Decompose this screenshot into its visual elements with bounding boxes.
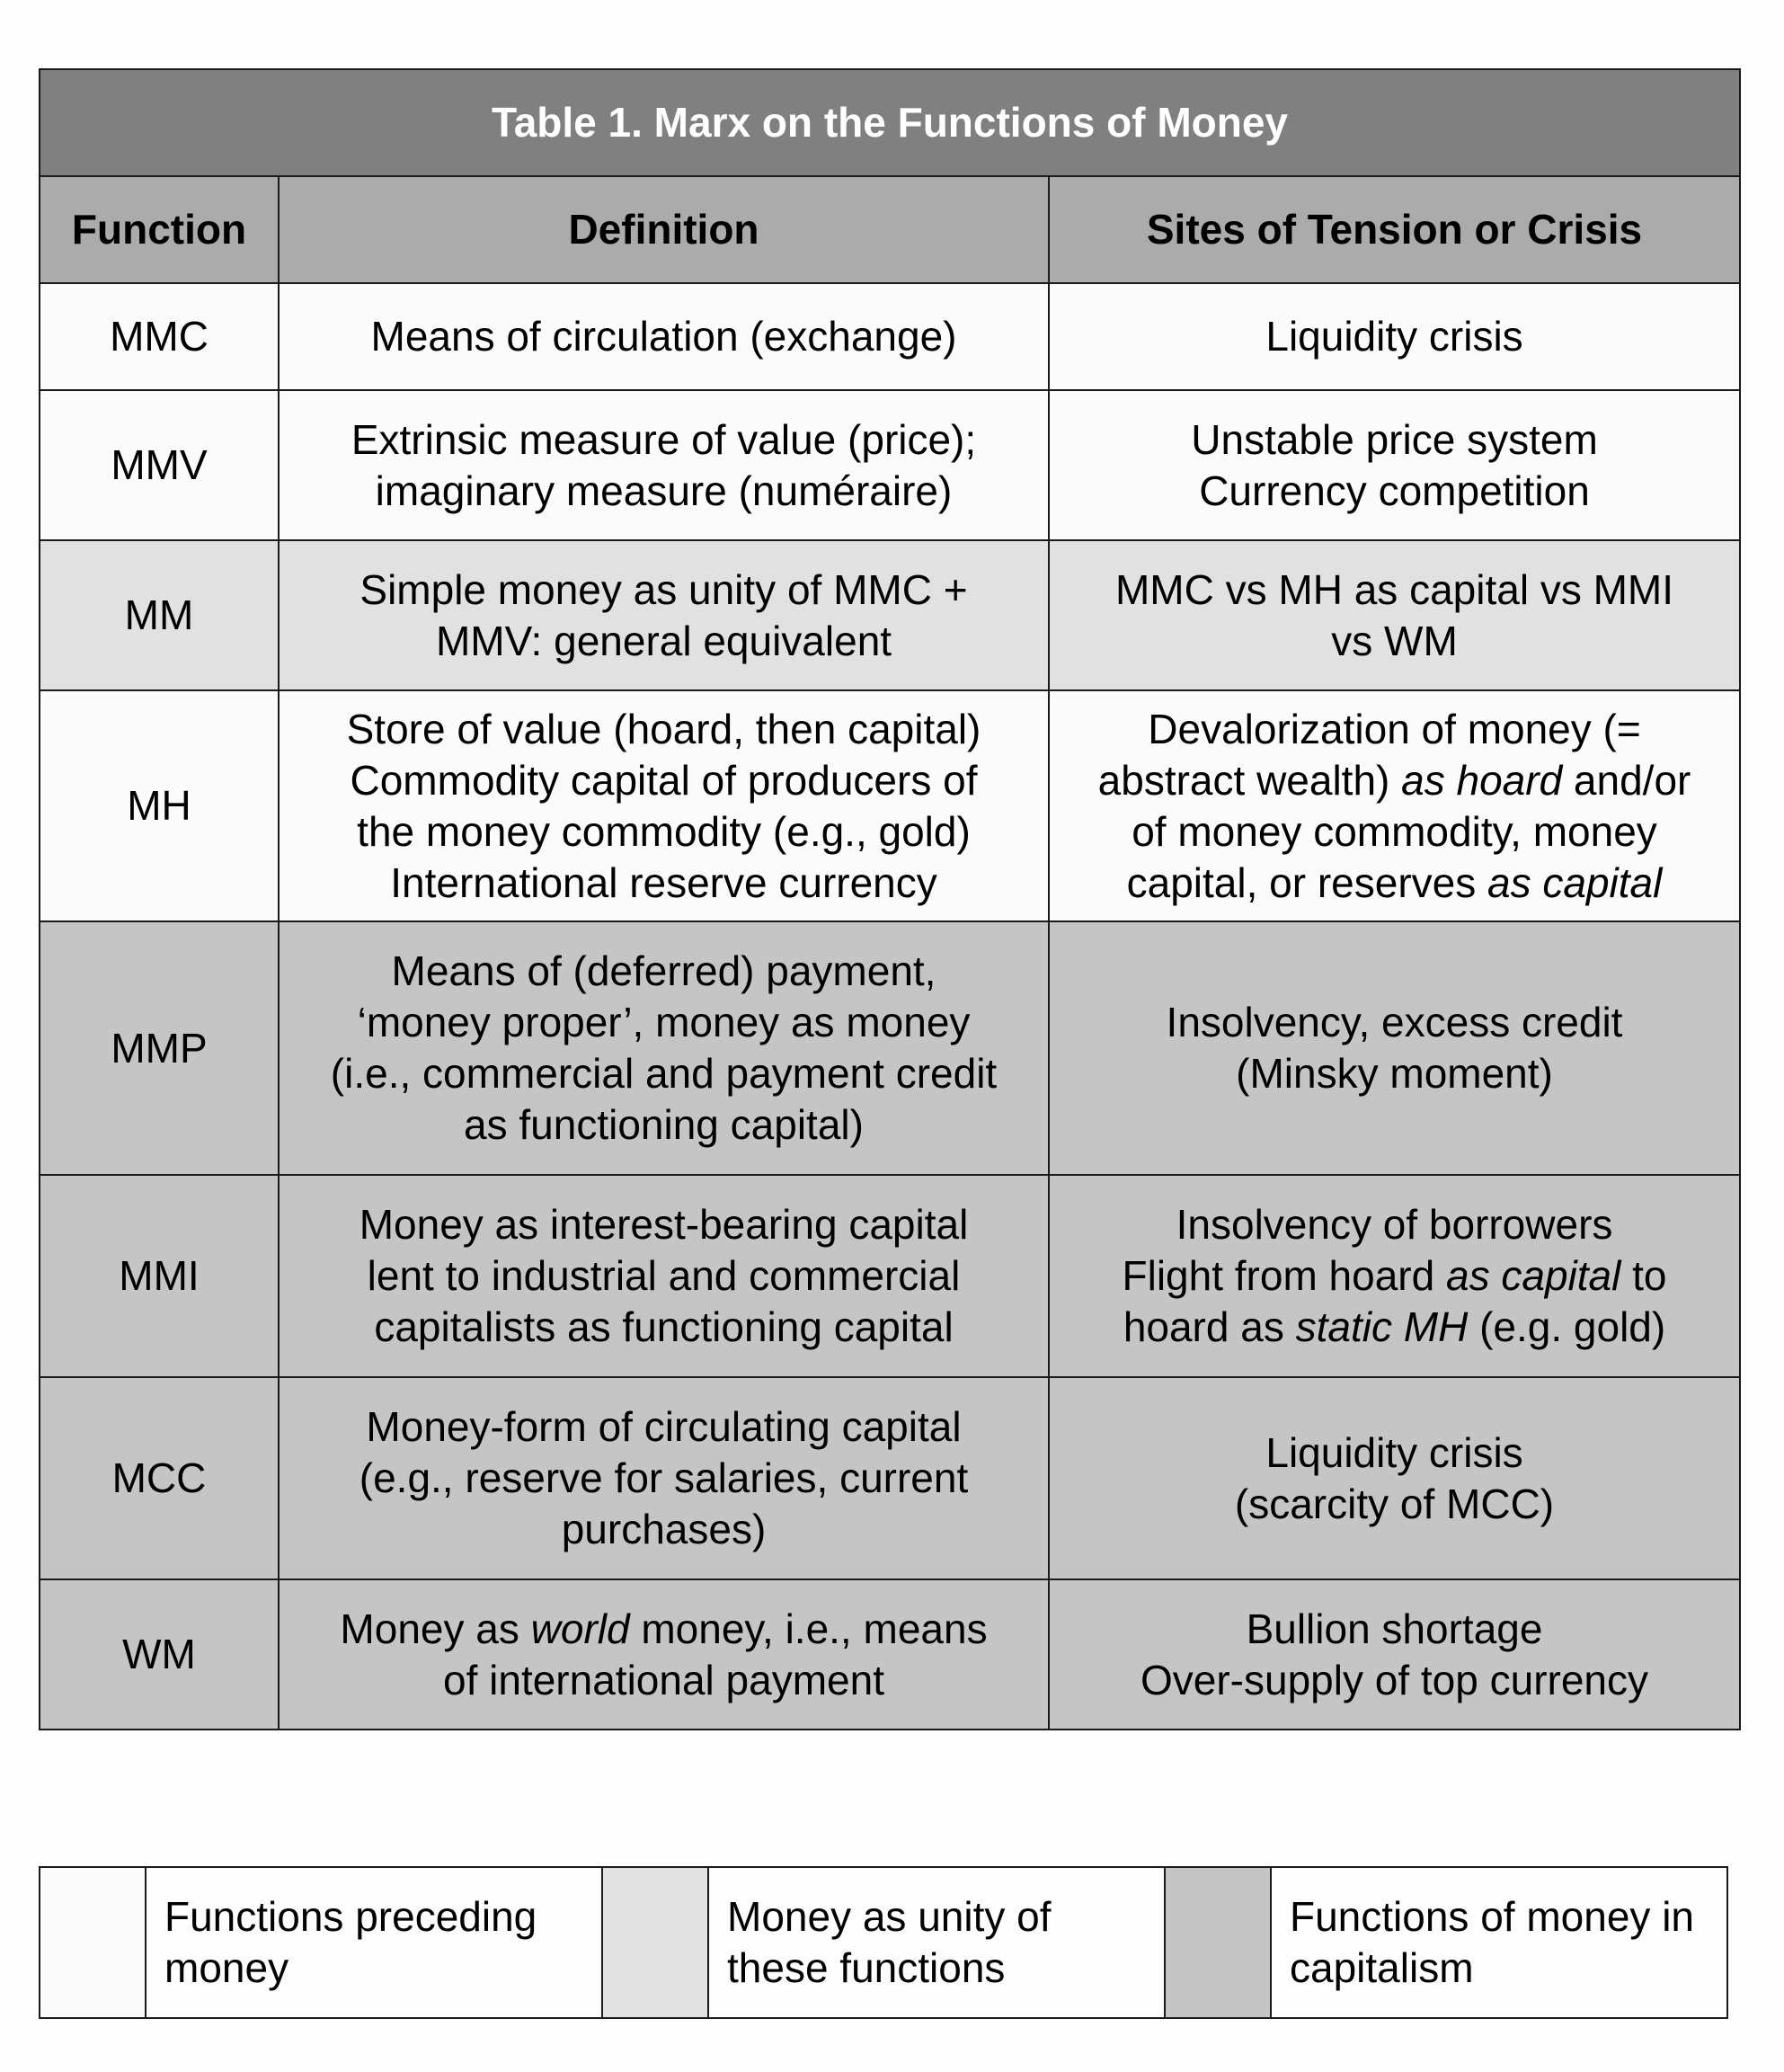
cell-line: (Minsky moment) <box>1236 1050 1553 1097</box>
definition-cell <box>279 690 1049 921</box>
function-cell: MMC <box>40 283 279 390</box>
cell-line: Insolvency, excess credit <box>1166 999 1623 1045</box>
cell-line: Money-form of circulating capital <box>366 1403 962 1450</box>
cell-line: Over-supply of top currency <box>1141 1656 1649 1703</box>
cell-line: (i.e., commercial and payment credit <box>330 1050 998 1097</box>
header-definition: Definition <box>279 176 1049 283</box>
table-header-row <box>40 176 1740 283</box>
table-title: Table 1. Marx on the Functions of Money <box>40 69 1740 176</box>
legend <box>39 1866 1728 2019</box>
cell-line: the money commodity (e.g., gold) <box>357 807 971 855</box>
sites-cell <box>1049 1175 1740 1377</box>
cell-line: Commodity capital of producers of <box>350 756 978 804</box>
table-row <box>40 390 1740 540</box>
function-cell: MM <box>40 540 279 690</box>
sites-cell <box>1049 390 1740 540</box>
cell-line: Devalorization of money (= <box>1148 705 1641 752</box>
cell-line: of money commodity, money <box>1132 807 1657 855</box>
cell-line: lent to industrial and commercial <box>367 1252 961 1299</box>
cell-line: MMV: general equivalent <box>435 617 892 664</box>
sites-cell <box>1049 921 1740 1175</box>
cell-line: capital, or reserves as capital <box>1126 858 1663 906</box>
cell-line: (scarcity of MCC) <box>1234 1480 1555 1527</box>
definition-cell <box>279 921 1049 1175</box>
cell-line: purchases) <box>561 1506 767 1552</box>
cell-line: ‘money proper’, money as money <box>357 999 971 1045</box>
definition-cell <box>279 1175 1049 1377</box>
cell-line: Insolvency of borrowers <box>1176 1201 1613 1248</box>
function-cell: MH <box>40 690 279 921</box>
cell-line: Money as world money, i.e., means <box>340 1605 988 1652</box>
sites-cell <box>1049 540 1740 690</box>
cell-line: MMC vs MH as capital vs MMI <box>1114 565 1674 613</box>
functions-of-money-table <box>39 68 1741 1730</box>
legend-label: Money as unity of these functions <box>708 1867 1165 2018</box>
cell-line: Liquidity crisis <box>1265 313 1523 360</box>
cell-line: Store of value (hoard, then capital) <box>346 705 981 752</box>
definition-cell <box>279 540 1049 690</box>
table-row <box>40 1579 1740 1730</box>
cell-line: International reserve currency <box>390 858 937 906</box>
table-row <box>40 690 1740 921</box>
legend-swatch <box>40 1867 146 2018</box>
cell-line: abstract wealth) as hoard and/or <box>1097 756 1691 804</box>
table-row <box>40 1175 1740 1377</box>
legend-swatch <box>602 1867 708 2018</box>
legend-label: Functions preceding money <box>146 1867 602 2018</box>
function-cell: MMP <box>40 921 279 1175</box>
cell-line: Bullion shortage <box>1246 1605 1543 1652</box>
function-cell: MMI <box>40 1175 279 1377</box>
definition-cell <box>279 390 1049 540</box>
table-row <box>40 283 1740 390</box>
cell-line: Liquidity crisis <box>1265 1428 1523 1476</box>
cell-line: hoard as static MH (e.g. gold) <box>1123 1303 1666 1350</box>
table-body <box>40 283 1740 1730</box>
cell-line: Extrinsic measure of value (price); <box>351 415 977 463</box>
table-row <box>40 921 1740 1175</box>
sites-cell <box>1049 1377 1740 1579</box>
cell-line: Flight from hoard as capital to <box>1122 1252 1667 1299</box>
cell-line: capitalists as functioning capital <box>374 1303 954 1350</box>
legend-row <box>40 1867 1727 2018</box>
header-sites: Sites of Tension or Crisis <box>1049 176 1740 283</box>
cell-line: as functioning capital) <box>464 1101 864 1148</box>
sites-cell <box>1049 283 1740 390</box>
legend-label: Functions of money in capitalism <box>1271 1867 1727 2018</box>
function-cell: WM <box>40 1579 279 1730</box>
table-row <box>40 540 1740 690</box>
cell-line: of international payment <box>443 1656 884 1703</box>
legend-swatch <box>1165 1867 1271 2018</box>
cell-line: (e.g., reserve for salaries, current <box>359 1454 969 1501</box>
cell-line: vs WM <box>1331 617 1458 664</box>
definition-cell <box>279 1579 1049 1730</box>
cell-line: Simple money as unity of MMC + <box>359 565 968 613</box>
cell-line: Currency competition <box>1199 467 1590 514</box>
definition-cell <box>279 283 1049 390</box>
definition-cell <box>279 1377 1049 1579</box>
function-cell: MCC <box>40 1377 279 1579</box>
sites-cell <box>1049 1579 1740 1730</box>
cell-line: Means of (deferred) payment, <box>391 947 936 994</box>
table-row <box>40 1377 1740 1579</box>
cell-line: Money as interest-bearing capital <box>359 1201 969 1248</box>
cell-line: Means of circulation (exchange) <box>370 313 957 360</box>
header-function: Function <box>40 176 279 283</box>
cell-line: Unstable price system <box>1191 415 1598 463</box>
cell-line: imaginary measure (numéraire) <box>375 467 953 514</box>
sites-cell <box>1049 690 1740 921</box>
function-cell: MMV <box>40 390 279 540</box>
